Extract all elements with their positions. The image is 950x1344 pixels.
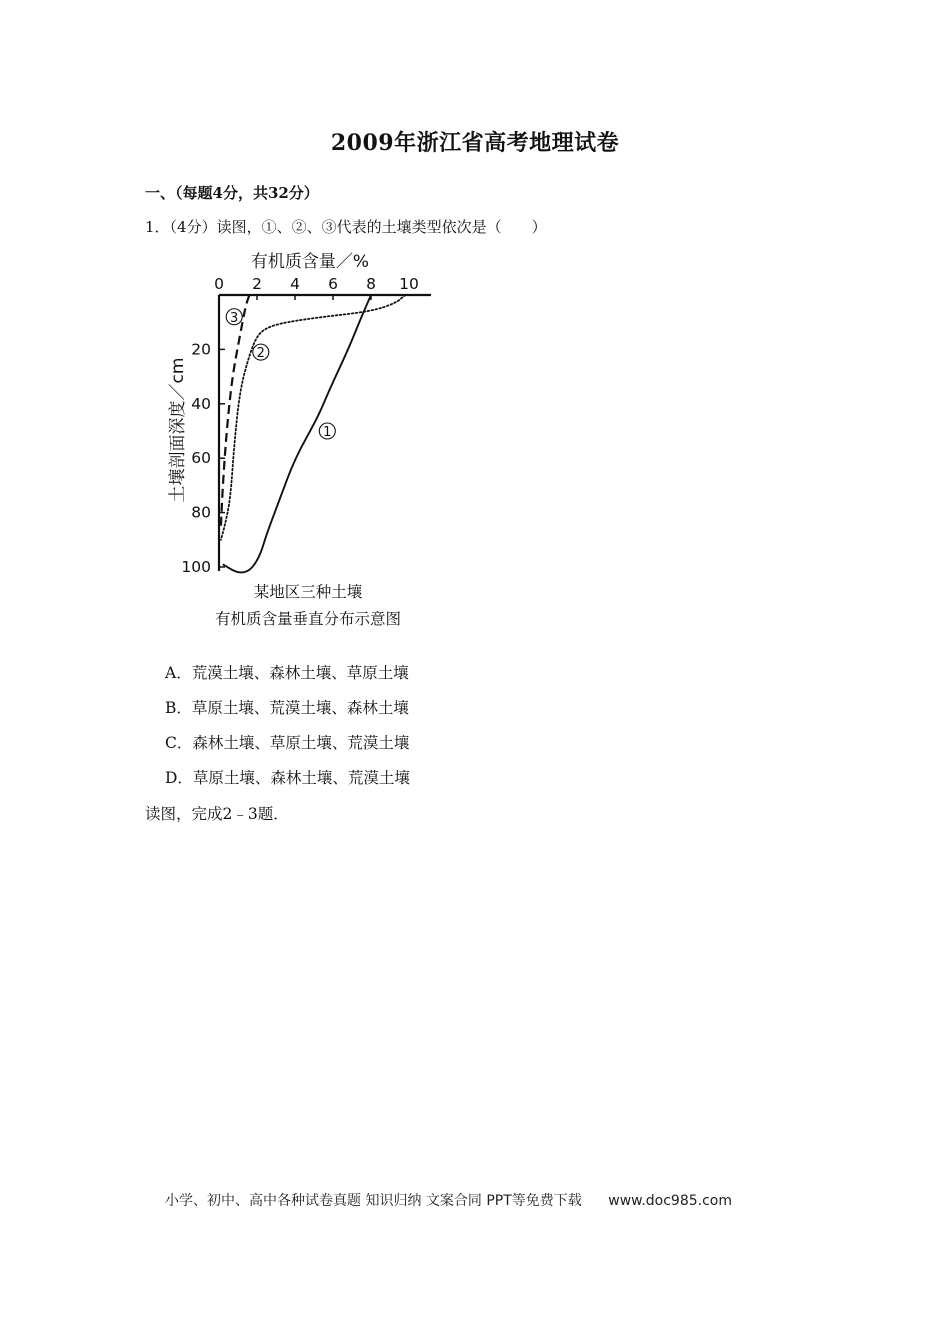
footer-site-link[interactable]: www.doc985.com [608,1193,732,1209]
option-c[interactable]: C．森林土壤、草原土壤、荒漠土壤 [165,734,410,752]
chart-title-line-1: 某地区三种土壤 [253,583,363,601]
x-ticks [214,275,419,300]
page-footer [165,1190,732,1210]
x-tick-label: 10 [399,275,419,293]
series-label: 3 [230,310,239,326]
soil-organic-matter-chart [155,245,455,640]
reading-prompt: 读图，完成2﹣3题． [145,805,289,823]
question-1-stem: 1．（4分）读图，①、②、③代表的土壤类型依次是（ ） [145,218,547,236]
series-label: 1 [323,425,332,440]
series-line-3 [221,295,250,526]
y-tick-label: 80 [191,503,211,522]
x-tick-label: 8 [366,275,376,293]
option-a[interactable]: A．荒漠土壤、森林土壤、草原土壤 [165,664,409,682]
y-tick-label: 40 [191,394,211,413]
series-group [221,295,405,572]
footer-text: 小学、初中、高中各种试卷真题 知识归纳 文案合同 PPT等免费下载 [165,1193,582,1209]
x-axis-label: 有机质含量／% [250,252,370,272]
series-line-2 [221,295,405,540]
option-b[interactable]: B．草原土壤、荒漠土壤、森林土壤 [165,699,409,717]
section-heading: 一、（每题4分，共32分） [145,184,319,202]
series-line-1 [223,295,371,572]
series-label: 2 [256,346,265,362]
y-tick-label: 100 [181,558,211,576]
x-tick-label: 2 [252,275,262,293]
y-tick-label: 60 [191,449,211,468]
y-tick-label: 20 [191,340,211,359]
x-tick-label: 0 [214,275,224,293]
chart-title-line-2: 有机质含量垂直分布示意图 [214,610,402,628]
y-axis-label: 土壤剖面深度／cm [168,357,188,503]
x-tick-label: 4 [290,275,300,293]
option-d[interactable]: D．草原土壤、森林土壤、荒漠土壤 [165,769,410,787]
chart-svg [155,245,455,640]
x-tick-label: 6 [328,275,338,293]
document-title: 2009年浙江省高考地理试卷 [330,130,620,156]
